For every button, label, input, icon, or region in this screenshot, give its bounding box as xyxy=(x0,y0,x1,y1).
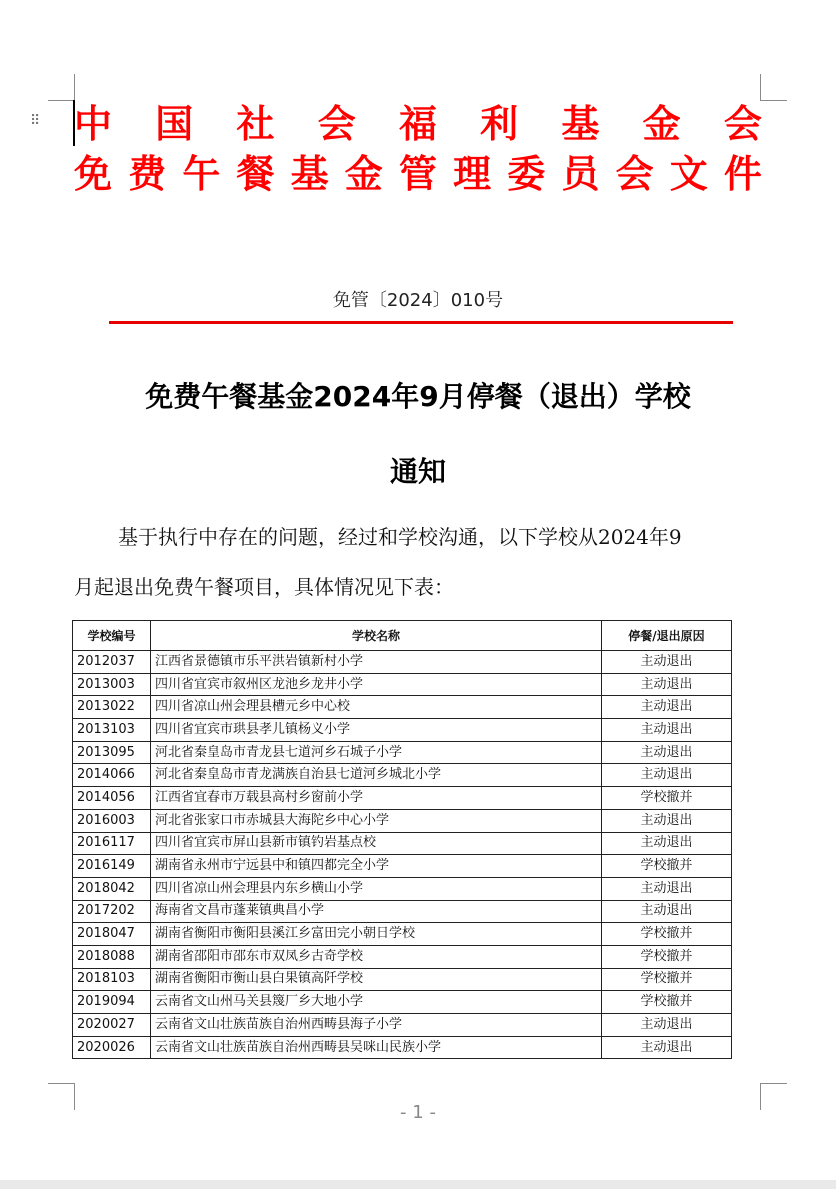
header-committee-char: 金 xyxy=(344,152,383,196)
school-name-cell: 江西省宜春市万载县高村乡窗前小学 xyxy=(151,787,602,810)
school-name-cell: 河北省张家口市赤城县大海陀乡中心小学 xyxy=(151,809,602,832)
exit-reason-cell: 主动退出 xyxy=(602,832,732,855)
header-committee-char: 餐 xyxy=(236,152,275,196)
header-school-name: 学校名称 xyxy=(151,621,602,651)
table-row xyxy=(73,877,732,900)
table-header-row xyxy=(73,621,732,651)
red-divider-line xyxy=(109,321,733,324)
exit-reason-cell: 主动退出 xyxy=(602,651,732,674)
header-committee-char: 免 xyxy=(74,152,113,196)
exit-reason-cell: 学校撤并 xyxy=(602,945,732,968)
exit-reason-cell: 学校撤并 xyxy=(602,787,732,810)
header-exit-reason: 停餐/退出原因 xyxy=(602,621,732,651)
school-code-cell: 2013095 xyxy=(73,741,151,764)
exit-reason-cell: 主动退出 xyxy=(602,809,732,832)
notice-title-line1: 免费午餐基金2024年9月停餐（退出）学校 xyxy=(145,380,691,413)
header-org-name xyxy=(74,101,762,147)
school-name-cell: 四川省宜宾市屏山县新市镇钓岩基点校 xyxy=(151,832,602,855)
header-committee-name xyxy=(74,151,762,197)
exit-reason-cell: 主动退出 xyxy=(602,719,732,742)
school-name-cell: 云南省文山壮族苗族自治州西畴县海子小学 xyxy=(151,1014,602,1037)
header-committee-char: 件 xyxy=(723,152,762,196)
school-name-cell: 河北省秦皇岛市青龙县七道河乡石城子小学 xyxy=(151,741,602,764)
header-org-char: 会 xyxy=(317,102,356,146)
header-school-code: 学校编号 xyxy=(73,621,151,651)
header-org-char: 基 xyxy=(561,102,600,146)
drag-handle-icon[interactable]: ⠿ xyxy=(30,113,41,129)
school-code-cell: 2012037 xyxy=(73,651,151,674)
school-name-cell: 湖南省衡阳市衡山县白果镇高阡学校 xyxy=(151,968,602,991)
school-name-cell: 四川省宜宾市叙州区龙池乡龙井小学 xyxy=(151,673,602,696)
header-org-char: 金 xyxy=(642,102,681,146)
table-row xyxy=(73,968,732,991)
table-row xyxy=(73,923,732,946)
school-code-cell: 2013103 xyxy=(73,719,151,742)
school-code-cell: 2013003 xyxy=(73,673,151,696)
school-name-cell: 云南省文山州马关县篾厂乡大地小学 xyxy=(151,991,602,1014)
table-row xyxy=(73,991,732,1014)
school-code-cell: 2016003 xyxy=(73,809,151,832)
exit-reason-cell: 学校撤并 xyxy=(602,923,732,946)
school-code-cell: 2014066 xyxy=(73,764,151,787)
crop-mark-top-left xyxy=(48,74,75,101)
school-code-cell: 2020027 xyxy=(73,1014,151,1037)
school-name-cell: 湖南省衡阳市衡阳县溪江乡富田完小朝日学校 xyxy=(151,923,602,946)
table-row xyxy=(73,832,732,855)
header-committee-char: 费 xyxy=(128,152,167,196)
exit-reason-cell: 主动退出 xyxy=(602,673,732,696)
table-row xyxy=(73,651,732,674)
school-name-cell: 四川省凉山州会理县内东乡横山小学 xyxy=(151,877,602,900)
school-name-cell: 云南省文山壮族苗族自治州西畴县吴咪山民族小学 xyxy=(151,1036,602,1059)
exit-reason-cell: 学校撤并 xyxy=(602,968,732,991)
table-row xyxy=(73,1014,732,1037)
table-row xyxy=(73,741,732,764)
school-name-cell: 四川省宜宾市珙县孝儿镇杨义小学 xyxy=(151,719,602,742)
exit-reason-cell: 主动退出 xyxy=(602,764,732,787)
school-code-cell: 2019094 xyxy=(73,991,151,1014)
body-paragraph-line1: 基于执行中存在的问题，经过和学校沟通，以下学校从2024年9 xyxy=(118,525,682,549)
table-row xyxy=(73,900,732,923)
notice-title-line2: 通知 xyxy=(389,455,446,488)
exit-reason-cell: 主动退出 xyxy=(602,1014,732,1037)
header-org-char: 社 xyxy=(236,102,275,146)
school-name-cell: 河北省秦皇岛市青龙满族自治县七道河乡城北小学 xyxy=(151,764,602,787)
exit-reason-cell: 主动退出 xyxy=(602,1036,732,1059)
header-org-char: 利 xyxy=(480,102,519,146)
school-name-cell: 四川省凉山州会理县槽元乡中心校 xyxy=(151,696,602,719)
school-code-cell: 2018047 xyxy=(73,923,151,946)
school-code-cell: 2013022 xyxy=(73,696,151,719)
school-code-cell: 2016117 xyxy=(73,832,151,855)
page-number: - 1 - xyxy=(400,1102,436,1123)
school-code-cell: 2014056 xyxy=(73,787,151,810)
school-name-cell: 湖南省邵阳市邵东市双凤乡古奇学校 xyxy=(151,945,602,968)
school-code-cell: 2018042 xyxy=(73,877,151,900)
exit-reason-cell: 主动退出 xyxy=(602,741,732,764)
school-code-cell: 2020026 xyxy=(73,1036,151,1059)
school-code-cell: 2018103 xyxy=(73,968,151,991)
school-code-cell: 2016149 xyxy=(73,855,151,878)
exit-reason-cell: 主动退出 xyxy=(602,877,732,900)
header-committee-char: 文 xyxy=(669,152,708,196)
header-committee-char: 午 xyxy=(182,152,221,196)
school-name-cell: 湖南省永州市宁远县中和镇四都完全小学 xyxy=(151,855,602,878)
header-committee-char: 会 xyxy=(615,152,654,196)
header-committee-char: 员 xyxy=(561,152,600,196)
table-row xyxy=(73,673,732,696)
table-row xyxy=(73,764,732,787)
table-row xyxy=(73,945,732,968)
header-org-char: 国 xyxy=(155,102,194,146)
exit-reason-cell: 主动退出 xyxy=(602,900,732,923)
header-committee-char: 基 xyxy=(290,152,329,196)
school-name-cell: 海南省文昌市蓬莱镇典昌小学 xyxy=(151,900,602,923)
body-paragraph-line2: 月起退出免费午餐项目，具体情况见下表： xyxy=(74,575,454,599)
table-row xyxy=(73,719,732,742)
header-org-char: 中 xyxy=(74,102,113,146)
table-row xyxy=(73,809,732,832)
header-committee-char: 理 xyxy=(453,152,492,196)
school-code-cell: 2018088 xyxy=(73,945,151,968)
table-row xyxy=(73,696,732,719)
exit-reason-cell: 主动退出 xyxy=(602,696,732,719)
header-org-char: 福 xyxy=(398,102,437,146)
header-committee-char: 管 xyxy=(398,152,437,196)
school-name-cell: 江西省景德镇市乐平洪岩镇新村小学 xyxy=(151,651,602,674)
exit-reason-cell: 学校撤并 xyxy=(602,991,732,1014)
school-code-cell: 2017202 xyxy=(73,900,151,923)
crop-mark-top-right xyxy=(760,74,787,101)
table-row xyxy=(73,855,732,878)
document-number: 免管〔2024〕010号 xyxy=(332,290,504,311)
school-table xyxy=(72,620,732,1059)
header-committee-char: 委 xyxy=(507,152,546,196)
table-row xyxy=(73,1036,732,1059)
exit-reason-cell: 学校撤并 xyxy=(602,855,732,878)
table-row xyxy=(73,787,732,810)
header-org-char: 会 xyxy=(723,102,762,146)
